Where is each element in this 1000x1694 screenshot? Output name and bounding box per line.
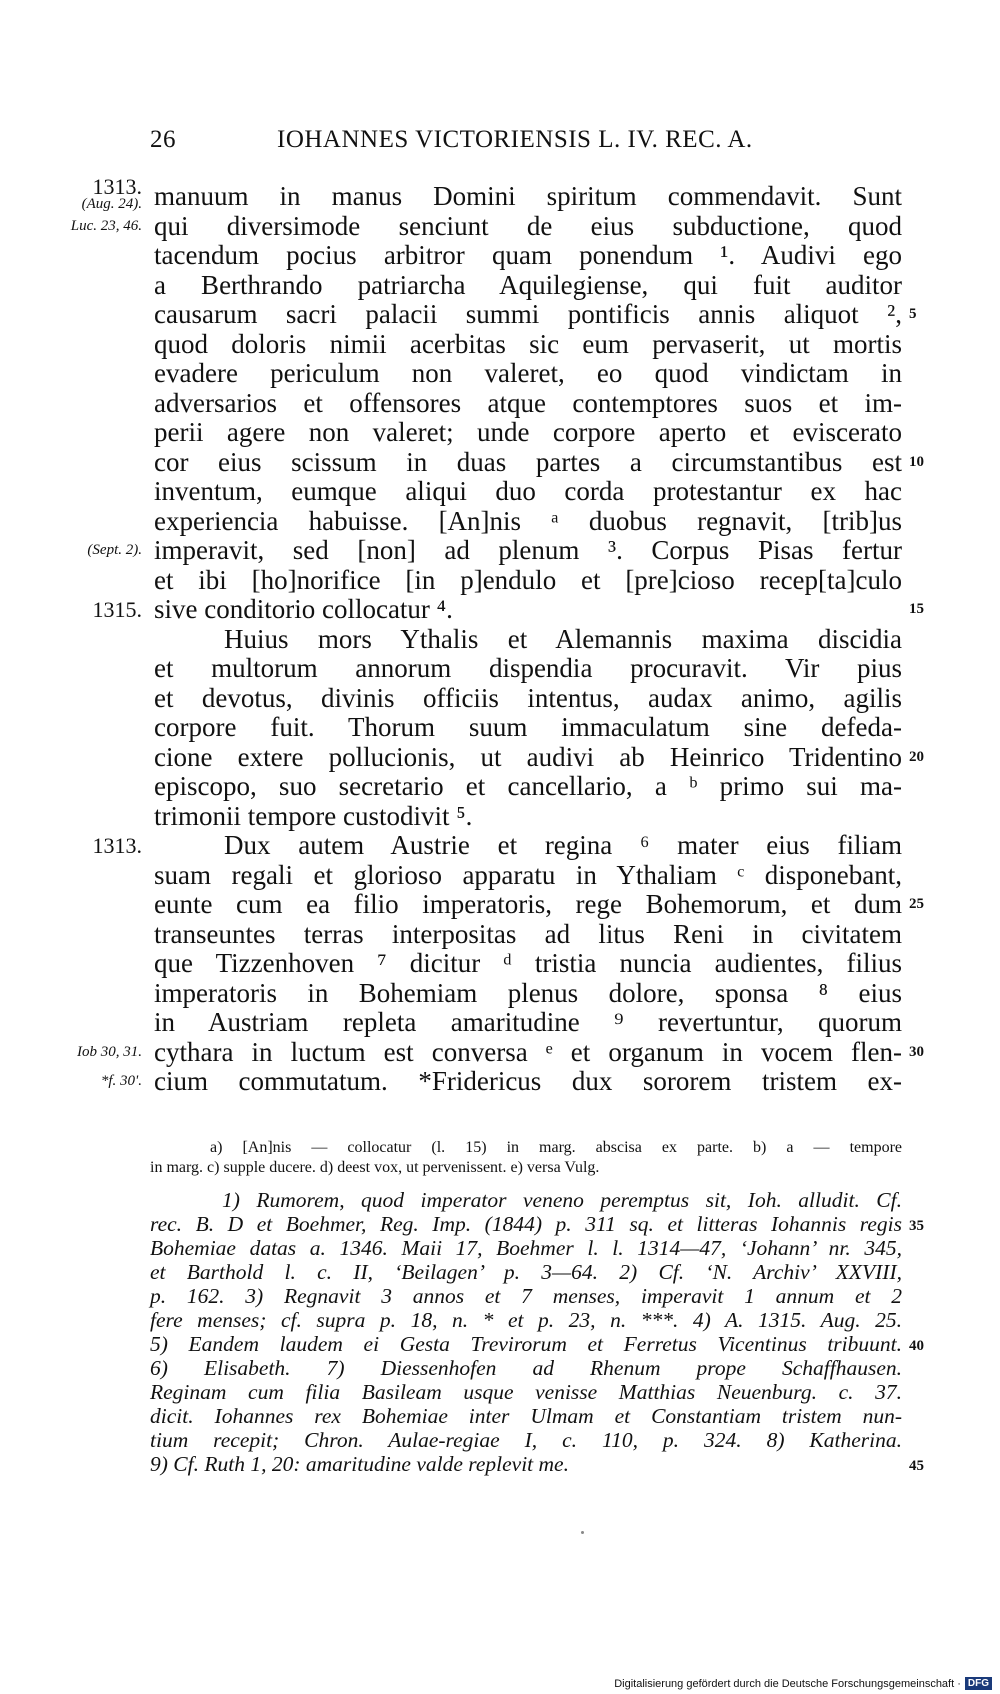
text-line xyxy=(87,535,902,566)
footnote-line-content: tium recepit; Chron. Aulae-regiae I, c. 110, p. 324. 8) Katherina. xyxy=(150,1428,902,1452)
text-line-content: evadere periculum non valeret, eo quod vindictam in xyxy=(154,358,902,388)
text-line-content: cor eius scissum in duas partes a circumstantibus est xyxy=(154,446,902,477)
margin-note: 1313. xyxy=(92,174,142,199)
text-line-content: quod doloris nimii acerbitas sic eum pervaserit, ut mortis xyxy=(154,328,902,359)
footnote-line xyxy=(150,1260,902,1284)
text-line-content: cione extere pollucionis, ut audivi ab Heinrico Tridentino xyxy=(154,741,902,772)
text-line-content: a Berthrando patriarcha Aquilegiense, qui fuit auditor xyxy=(154,269,902,300)
footnote-line-content: p. 162. 3) Regnavit 3 annos et 7 menses, imperavit 1 annum et 2 xyxy=(150,1284,902,1308)
text-line xyxy=(154,713,902,743)
text-line xyxy=(154,654,902,684)
footnotes xyxy=(150,1188,924,1476)
text-line-content: causarum sacri palacii summi pontificis annis aliquot ², xyxy=(154,299,902,329)
line-number: 45 xyxy=(909,1458,924,1474)
line-number: 25 xyxy=(909,896,924,912)
footnote-line-content: 1) Rumorem, quod imperator veneno peremptus sit, Ioh. alludit. Cf. xyxy=(222,1188,902,1212)
margin-note: Iob 30, 31. xyxy=(77,1043,142,1060)
text-line xyxy=(154,802,902,832)
text-line-content: Dux autem Austrie et regina ⁶ mater eius filiam xyxy=(224,830,902,860)
critical-apparatus xyxy=(150,1138,902,1178)
text-line xyxy=(154,949,902,979)
footnote-line-content: Reginam cum filia Basileam usque venisse Matthias Neuenburg. c. 37. xyxy=(150,1380,902,1404)
text-line-content: manuum in manus Domini spiritum commendavit. Sunt xyxy=(154,181,902,211)
text-line-content: Huius mors Ythalis et Alemannis maxima discidia xyxy=(224,623,902,654)
running-header xyxy=(0,126,1000,166)
text-line xyxy=(154,979,902,1009)
running-title: IOHANNES VICTORIENSIS L. IV. REC. A. xyxy=(277,126,753,153)
text-line xyxy=(154,241,902,271)
footnote-line xyxy=(150,1308,902,1332)
credit-text: Digitalisierung gefördert durch die Deutsche Forschungsgemeinschaft · xyxy=(614,1677,961,1690)
text-line xyxy=(70,210,902,242)
text-line xyxy=(154,389,902,419)
page-number: 26 xyxy=(150,126,176,153)
margin-note: Luc. 23, 46. xyxy=(70,217,142,234)
text-line xyxy=(92,830,902,861)
text-line-content: in Austriam repleta amaritudine ⁹ revertuntur, quorum xyxy=(154,1007,902,1037)
footnote-line xyxy=(150,1428,902,1452)
margin-note: (Sept. 2). xyxy=(87,542,142,558)
text-line-content: imperatoris in Bohemiam plenus dolore, sponsa ⁸ eius xyxy=(154,977,902,1008)
footnote-line xyxy=(150,1356,902,1380)
footnote-line xyxy=(150,1332,924,1356)
text-line-content: suam regali et glorioso apparatu in Ythaliam ᶜ disponebant, xyxy=(154,859,902,890)
text-line xyxy=(154,772,902,802)
text-line xyxy=(154,625,902,655)
text-line-content: tacendum pocius arbitror quam ponendum ¹. Audivi ego xyxy=(154,240,902,270)
footnote-line xyxy=(150,1404,902,1428)
text-line-content: experiencia habuisse. [An]nis ᵃ duobus regnavit, [trib]us xyxy=(154,505,902,536)
text-line xyxy=(154,566,902,596)
footnote-line-content: 5) Eandem laudem ei Gesta Trevirorum et Ferretus Vicentinus tribuunt. xyxy=(150,1332,902,1356)
footnote-line xyxy=(150,1212,924,1236)
footnote-line-content: rec. B. D et Boehmer, Reg. Imp. (1844) p. 311 sq. et litteras Iohannis regis xyxy=(150,1212,902,1236)
footnote-line-content: 6) Elisabeth. 7) Diessenhofen ad Rhenum prope Schaffhausen. xyxy=(150,1356,902,1380)
text-line xyxy=(154,741,924,773)
text-line xyxy=(154,446,924,478)
footnote-line-content: Bohemiae datas a. 1346. Maii 17, Boehmer l. l. 1314—47, ‘Johann’ nr. 345, xyxy=(150,1236,902,1260)
digitization-credit xyxy=(614,1677,992,1690)
text-line-content: sive conditorio collocatur ⁴. xyxy=(154,594,453,624)
text-line xyxy=(77,1036,924,1068)
margin-note: 1313. xyxy=(92,833,142,858)
text-line-content: cythara in luctum est conversa ᵉ et organum in vocem flen- xyxy=(154,1036,902,1067)
text-line-content: qui diversimode senciunt de eius subductione, quod xyxy=(154,210,902,241)
margin-note: *f. 30'. xyxy=(100,1073,142,1089)
text-line-content: eunte cum ea filio imperatoris, rege Bohemorum, et dum xyxy=(154,889,902,919)
margin-note: 1315. xyxy=(92,597,142,622)
line-number: 40 xyxy=(909,1338,924,1354)
footnote-line xyxy=(150,1284,902,1308)
text-line xyxy=(154,920,902,950)
apparatus-line: in marg. c) supple ducere. d) deest vox, ut pervenissent. e) versa Vulg. xyxy=(150,1159,600,1176)
line-number: 35 xyxy=(909,1218,924,1234)
text-line xyxy=(154,1008,902,1038)
text-line xyxy=(154,861,902,891)
text-line-content: episcopo, suo secretario et cancellario, a ᵇ primo sui ma- xyxy=(154,771,902,801)
footnote-line xyxy=(150,1452,924,1476)
margin-date: (Aug. 24). xyxy=(81,196,142,212)
main-text xyxy=(70,174,924,1097)
text-line xyxy=(100,1066,902,1097)
page-speck xyxy=(581,1531,584,1534)
text-line-content: que Tizzenhoven ⁷ dicitur ᵈ tristia nuncia audientes, filius xyxy=(154,948,902,978)
text-line-content: corpore fuit. Thorum suum immaculatum sine defeda- xyxy=(154,712,902,742)
text-line xyxy=(154,477,902,507)
footnote-line-content: dicit. Iohannes rex Bohemiae inter Ulmam et Constantiam tristem nun- xyxy=(150,1404,902,1428)
text-line xyxy=(154,299,917,330)
footnote-line xyxy=(150,1236,902,1260)
dfg-logo: DFG xyxy=(965,1677,992,1690)
text-line-content: et multorum annorum dispendia procuravit. Vir pius xyxy=(154,653,902,683)
footnote-line-content: fere menses; cf. supra p. 18, n. * et p. 23, n. ***. 4) A. 1315. Aug. 25. xyxy=(150,1308,902,1332)
text-line-content: trimonii tempore custodivit ⁵. xyxy=(154,800,473,831)
text-line xyxy=(81,174,902,212)
line-number: 15 xyxy=(909,601,924,617)
text-line-content: transeuntes terras interpositas ad litus Reni in civitatem xyxy=(154,918,902,949)
text-line-content: cium commutatum. *Fridericus dux sororem tristem ex- xyxy=(154,1066,902,1096)
text-line xyxy=(154,271,902,301)
footnote-line-content: et Barthold l. c. II, ‘Beilagen’ p. 3—64. 2) Cf. ‘N. Archiv’ XXVIII, xyxy=(150,1260,902,1284)
line-number: 20 xyxy=(909,748,924,765)
footnote-line xyxy=(150,1188,902,1212)
text-line-content: et ibi [ho]norifice [in p]endulo et [pre]cioso recep[ta]culo xyxy=(154,564,902,595)
text-line xyxy=(154,330,902,360)
text-line-content: adversarios et offensores atque contemptores suos et im- xyxy=(154,387,902,418)
text-line xyxy=(154,889,924,920)
text-line-content: et devotus, divinis officiis intentus, audax animo, agilis xyxy=(154,682,902,713)
text-line xyxy=(154,359,902,389)
apparatus-line: a) [An]nis — collocatur (l. 15) in marg. abscisa ex parte. b) a — tempore xyxy=(210,1139,902,1156)
line-number: 30 xyxy=(909,1043,924,1060)
text-line xyxy=(154,507,902,537)
text-line-content: imperavit, sed [non] ad plenum ³. Corpus Pisas fertur xyxy=(154,535,902,565)
footnote-line xyxy=(150,1380,902,1404)
text-line xyxy=(154,418,902,448)
line-number: 10 xyxy=(909,453,924,470)
text-line-content: inventum, eumque aliqui duo corda protestantur ex hac xyxy=(154,476,902,506)
text-line xyxy=(154,684,902,714)
footnote-line-content: 9) Cf. Ruth 1, 20: amaritudine valde replevit me. xyxy=(150,1452,569,1476)
text-line-content: perii agere non valeret; unde corpore aperto et eviscerato xyxy=(154,417,902,447)
line-number: 5 xyxy=(909,306,917,322)
text-line xyxy=(92,594,924,625)
